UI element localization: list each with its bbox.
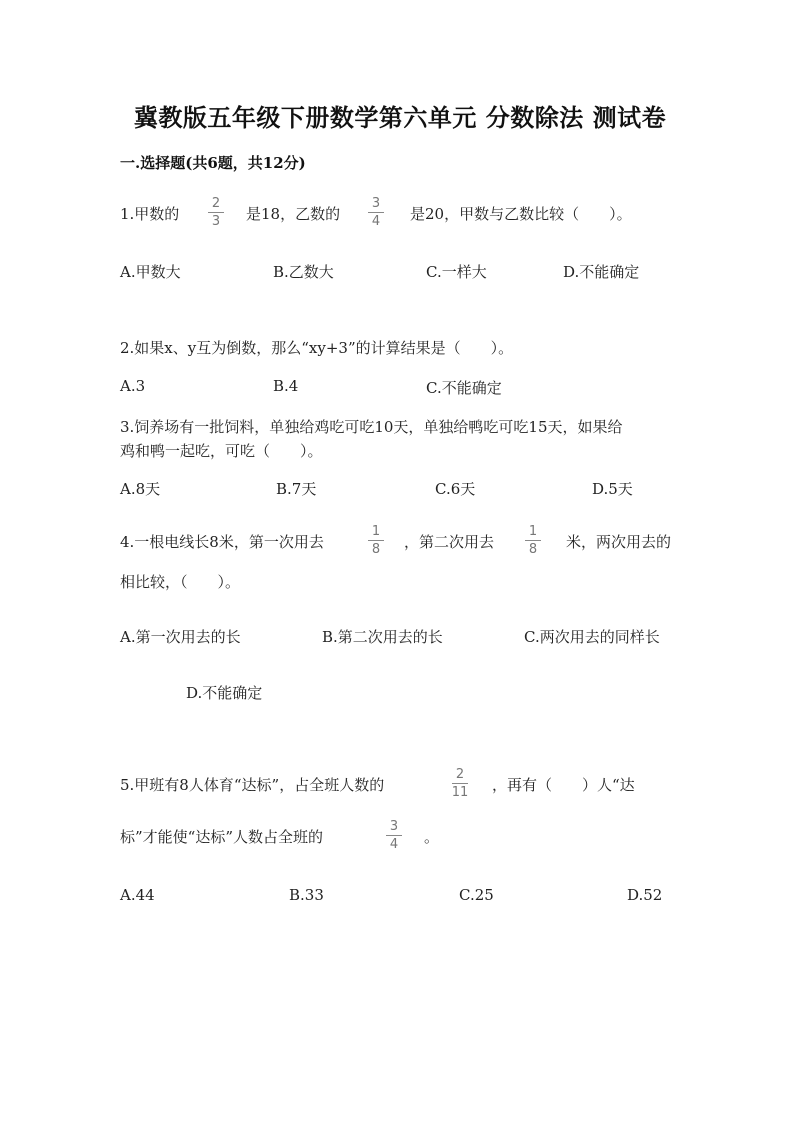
question-3-option-d[interactable]: D.5天 <box>592 480 633 498</box>
question-1-option-d[interactable]: D.不能确定 <box>563 263 640 281</box>
fraction-denominator: 4 <box>371 214 381 229</box>
question-5-text-start: 5.甲班有8人体育“达标”，占全班人数的 <box>120 776 385 794</box>
question-1-option-c[interactable]: C.一样大 <box>426 263 487 281</box>
fraction-numerator: 3 <box>371 196 381 211</box>
fraction-denominator: 8 <box>371 542 381 557</box>
question-4-option-a[interactable]: A.第一次用去的长 <box>120 628 241 646</box>
fraction-bar <box>386 835 402 836</box>
question-1-text-start: 1.甲数的 <box>120 205 180 223</box>
question-3-text-line2: 鸡和鸭一起吃，可吃（ ）。 <box>120 442 323 460</box>
question-5-option-c[interactable]: C.25 <box>459 886 494 904</box>
fraction-denominator: 11 <box>451 785 469 800</box>
question-5-option-a[interactable]: A.44 <box>120 886 155 904</box>
question-2-text: 2.如果x、y互为倒数，那么“xy+3”的计算结果是（ ）。 <box>120 339 514 357</box>
question-3-option-c[interactable]: C.6天 <box>435 480 476 498</box>
fraction-denominator: 8 <box>528 542 538 557</box>
question-2-option-a[interactable]: A.3 <box>120 377 146 395</box>
question-4-option-c[interactable]: C.两次用去的同样长 <box>524 628 660 646</box>
fraction-bar <box>525 540 541 541</box>
fraction-two-thirds <box>202 196 230 229</box>
fraction-denominator: 4 <box>389 837 399 852</box>
fraction-numerator: 2 <box>211 196 221 211</box>
fraction-numerator: 3 <box>389 819 399 834</box>
question-3-text-line1: 3.饲养场有一批饲料，单独给鸡吃可吃10天，单独给鸭吃可吃15天，如果给 <box>120 418 623 436</box>
fraction-one-eighth <box>362 524 390 557</box>
fraction-two-elevenths <box>446 767 474 800</box>
question-1-option-b[interactable]: B.乙数大 <box>273 263 334 281</box>
fraction-bar <box>368 540 384 541</box>
question-1-text-middle: 是18，乙数的 <box>246 205 341 223</box>
fraction-bar <box>368 212 384 213</box>
fraction-bar <box>208 212 224 213</box>
question-5-text-end: 。 <box>424 828 440 846</box>
fraction-three-fourths <box>380 819 408 852</box>
question-3-option-a[interactable]: A.8天 <box>120 480 161 498</box>
question-5-option-b[interactable]: B.33 <box>289 886 324 904</box>
question-1-text-end: 是20，甲数与乙数比较（ ）。 <box>410 205 632 223</box>
question-4-option-d[interactable]: D.不能确定 <box>186 684 263 702</box>
fraction-one-eighth <box>519 524 547 557</box>
question-5-option-d[interactable]: D.52 <box>627 886 663 904</box>
question-4-text-middle: ，第二次用去 <box>404 533 495 551</box>
fraction-bar <box>452 783 468 784</box>
page-title: 冀教版五年级下册数学第六单元 分数除法 测试卷 <box>133 104 667 132</box>
question-4-option-b[interactable]: B.第二次用去的长 <box>322 628 443 646</box>
fraction-three-fourths <box>362 196 390 229</box>
question-4-text-start: 4.一根电线长8米，第一次用去 <box>120 533 324 551</box>
question-2-option-c[interactable]: C.不能确定 <box>426 379 502 397</box>
fraction-numerator: 1 <box>371 524 381 539</box>
section-title: 一.选择题(共6题，共12分) <box>120 154 306 172</box>
question-4-text-end: 米，两次用去的 <box>566 533 672 551</box>
fraction-denominator: 3 <box>211 214 221 229</box>
question-5-text-line2: 标”才能使“达标”人数占全班的 <box>120 828 324 846</box>
fraction-numerator: 2 <box>455 767 465 782</box>
question-1-option-a[interactable]: A.甲数大 <box>120 263 181 281</box>
question-2-option-b[interactable]: B.4 <box>273 377 299 395</box>
question-3-option-b[interactable]: B.7天 <box>276 480 317 498</box>
question-4-text-line2: 相比较，（ ）。 <box>120 573 241 591</box>
question-5-text-middle: ，再有（ ）人“达 <box>492 776 635 794</box>
fraction-numerator: 1 <box>528 524 538 539</box>
